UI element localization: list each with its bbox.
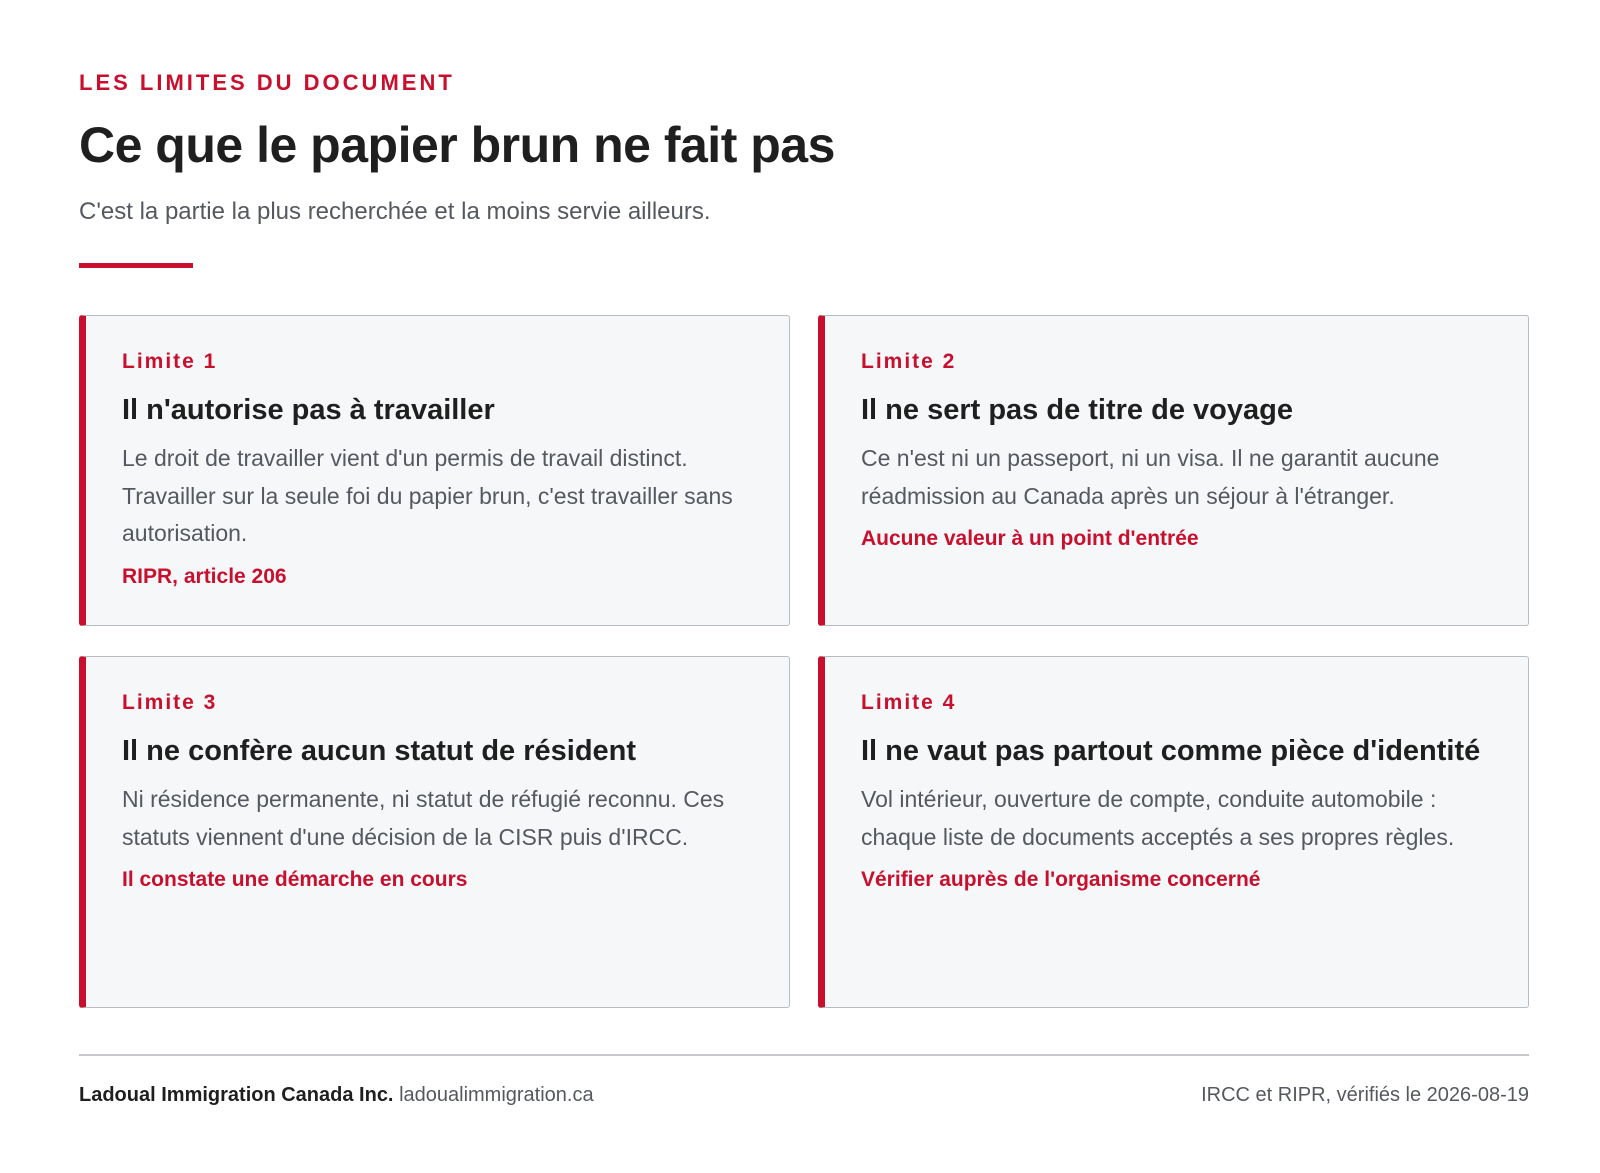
limit-card-body: Le droit de travailler vient d'un permis de travail distinct. Travailler sur la seule foi du papier brun, c'est travailler sans autorisation. [122, 445, 733, 546]
limit-card-3 [79, 656, 790, 1008]
footer-verification: IRCC et RIPR, vérifiés le 2026-08-19 [1201, 1084, 1529, 1106]
limit-card-body: Vol intérieur, ouverture de compte, conduite automobile : chaque liste de documents acceptés a ses propres règles. [861, 786, 1455, 850]
limit-card-1 [79, 315, 790, 626]
section-eyebrow: LES LIMITES DU DOCUMENT [79, 70, 455, 95]
limit-card-note: Il constate une démarche en cours [122, 868, 468, 891]
footer-organization: Ladoual Immigration Canada Inc. [79, 1084, 394, 1106]
accent-divider [79, 263, 193, 268]
limit-card-kicker: Limite 3 [122, 691, 218, 714]
footer-divider [79, 1054, 1529, 1056]
limit-card-note: Vérifier auprès de l'organisme concerné [861, 868, 1261, 891]
footer-credit [79, 1084, 594, 1107]
footer-website: ladoualimmigration.ca [399, 1084, 594, 1106]
limit-card-4 [818, 656, 1529, 1008]
page-title: Ce que le papier brun ne fait pas [79, 117, 835, 173]
limit-card-body: Ni résidence permanente, ni statut de réfugié reconnu. Ces statuts viennent d'une décision de la CISR puis d'IRCC. [122, 786, 725, 850]
limit-card-title: Il ne vaut pas partout comme pièce d'identité [861, 735, 1481, 767]
limit-card-note: RIPR, article 206 [122, 564, 287, 588]
limit-card-title: Il ne confère aucun statut de résident [122, 735, 637, 767]
limit-card-kicker: Limite 2 [861, 350, 957, 373]
limit-card-kicker: Limite 1 [122, 350, 218, 373]
limit-card-note: Aucune valeur à un point d'entrée [861, 527, 1199, 550]
limit-card-title: Il ne sert pas de titre de voyage [861, 394, 1293, 426]
document-page [79, 0, 1529, 1173]
limit-card-kicker: Limite 4 [861, 691, 957, 714]
limit-card-body: Ce n'est ni un passeport, ni un visa. Il ne garantit aucune réadmission au Canada après un séjour à l'étranger. [861, 445, 1440, 509]
limit-card-title: Il n'autorise pas à travailler [122, 394, 495, 426]
limits-grid [79, 315, 1529, 1008]
limit-card-2 [818, 315, 1529, 626]
page-subtitle: C'est la partie la plus recherchée et la moins servie ailleurs. [79, 198, 711, 225]
